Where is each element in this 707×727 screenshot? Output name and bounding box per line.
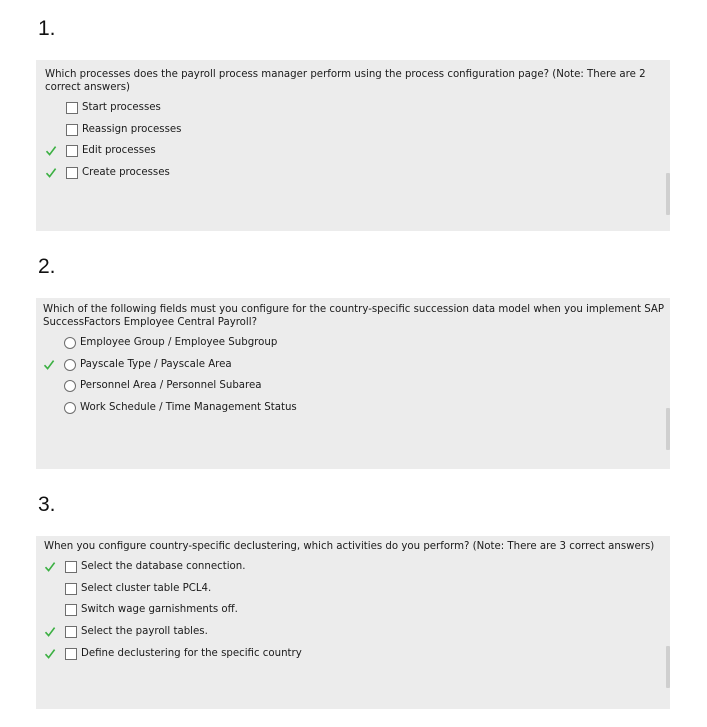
question-3-text: When you configure country-specific declustering, which activities do you perform? (Note: There are 3 correct answers) [44,541,655,552]
checkbox-icon[interactable] [65,648,77,660]
check-icon [45,145,57,157]
option-label: Select the payroll tables. [81,626,208,637]
option-label: Switch wage garnishments off. [81,604,238,615]
checkbox-icon[interactable] [66,145,78,157]
question-3-option-2[interactable] [36,582,670,596]
question-2-option-4[interactable] [36,401,670,415]
question-1-option-4[interactable] [36,166,670,180]
question-3-panel [36,536,670,709]
scrollbar-thumb[interactable] [666,173,670,215]
question-2-option-3[interactable] [36,379,670,393]
radio-icon[interactable] [64,337,76,349]
question-1-panel [36,60,670,231]
checkbox-icon[interactable] [66,167,78,179]
question-1-number: 1. [38,17,56,40]
radio-icon[interactable] [64,402,76,414]
question-3-number: 3. [38,493,56,516]
scrollbar-thumb[interactable] [666,408,670,450]
checkbox-icon[interactable] [65,583,77,595]
option-label: Select cluster table PCL4. [81,583,212,594]
check-icon [44,648,56,660]
radio-icon[interactable] [64,380,76,392]
check-icon [43,359,55,371]
checkbox-icon[interactable] [66,124,78,136]
question-3-option-1[interactable] [36,560,670,574]
option-label: Reassign processes [82,124,182,135]
question-3-option-4[interactable] [36,625,670,639]
question-2-panel [36,298,670,469]
question-1-option-3[interactable] [36,144,670,158]
option-label: Employee Group / Employee Subgroup [80,337,278,348]
question-3-option-3[interactable] [36,603,670,617]
option-label: Define declustering for the specific country [81,648,302,659]
question-2-option-2[interactable] [36,358,670,372]
checkbox-icon[interactable] [65,561,77,573]
option-label: Personnel Area / Personnel Subarea [80,380,262,391]
check-icon [44,561,56,573]
option-label: Create processes [82,167,170,178]
question-2-option-1[interactable] [36,336,670,350]
option-label: Select the database connection. [81,561,246,572]
option-label: Work Schedule / Time Management Status [80,402,297,413]
checkbox-icon[interactable] [65,626,77,638]
checkbox-icon[interactable] [65,604,77,616]
question-1-option-1[interactable] [36,101,670,115]
option-label: Start processes [82,102,161,113]
check-icon [44,626,56,638]
question-1-text: Which processes does the payroll process manager perform using the process configuration page? (Note: There are 2 correct answers) [45,69,646,93]
question-2-number: 2. [38,255,56,278]
question-2-text: Which of the following fields must you configure for the country-specific succession data model when you implement SAP SuccessFactors Employee Central Payroll? [43,304,665,328]
question-3-option-5[interactable] [36,647,670,661]
option-label: Payscale Type / Payscale Area [80,359,232,370]
question-1-option-2[interactable] [36,123,670,137]
scrollbar-thumb[interactable] [666,646,670,688]
checkbox-icon[interactable] [66,102,78,114]
check-icon [45,167,57,179]
option-label: Edit processes [82,145,156,156]
radio-icon[interactable] [64,359,76,371]
